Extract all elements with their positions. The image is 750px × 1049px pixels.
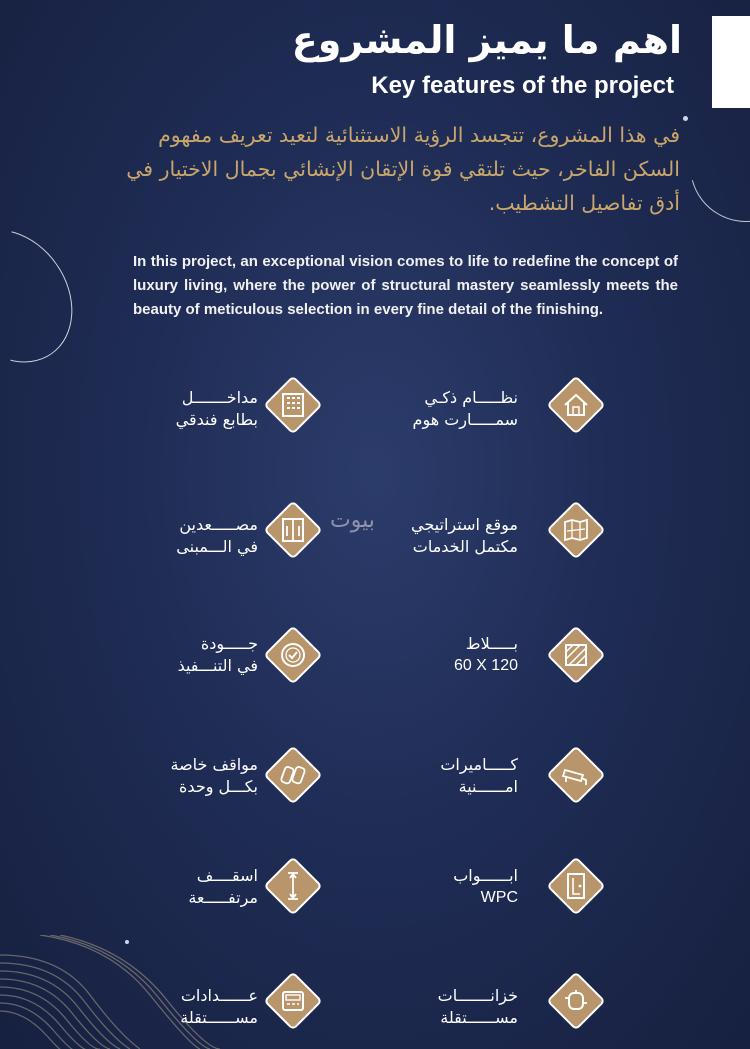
- feature-label-private-parking: [170, 754, 258, 798]
- feature-line1: موقع استراتيجي: [411, 515, 518, 534]
- feature-label-high-ceilings: [188, 865, 258, 909]
- feature-label-wpc-doors: [453, 865, 518, 909]
- decorative-wave-lines: [0, 935, 240, 1049]
- feature-line2: سمـــــارت هوم: [412, 410, 518, 429]
- feature-line1: جـــــودة: [200, 634, 258, 653]
- quality-badge-icon: [262, 624, 324, 686]
- map-location-icon: [545, 499, 607, 561]
- watermark-logo: بيوت: [330, 508, 375, 533]
- feature-line2: في التنـــفيذ: [177, 656, 258, 675]
- feature-label-elevators: [176, 514, 258, 558]
- page-title-arabic: اهم ما يميز المشروع: [291, 18, 682, 62]
- hotel-building-icon: [262, 374, 324, 436]
- feature-line1: مواقف خاصة: [170, 755, 258, 774]
- feature-line2: مكتمل الخدمات: [412, 537, 518, 556]
- elevator-icon: [262, 499, 324, 561]
- feature-line2: بكـــل وحدة: [179, 777, 258, 796]
- feature-line2: مســــــتقلة: [440, 1008, 518, 1027]
- page-title-english: Key features of the project: [371, 72, 674, 99]
- feature-label-hotel-entrances: [176, 387, 258, 431]
- feature-line1: اسقــــف: [196, 866, 258, 885]
- tiles-icon: [545, 624, 607, 686]
- feature-line2: بطابع فندقي: [175, 410, 258, 429]
- feature-line1: نظـــــام ذكـي: [424, 388, 518, 407]
- feature-line1: مداخـــــــل: [181, 388, 258, 407]
- decorative-dot: [683, 116, 688, 121]
- security-camera-icon: [545, 744, 607, 806]
- decorative-arc-right: [670, 90, 750, 243]
- feature-line1: مصـــــعدين: [179, 515, 258, 534]
- feature-label-quality: [178, 633, 258, 677]
- feature-label-tiles: [454, 633, 518, 677]
- decorative-arc-left: [0, 206, 98, 387]
- feature-line2: امــــــنية: [458, 777, 518, 796]
- feature-label-water-tanks: [438, 985, 518, 1029]
- feature-line1: بـــــلاط: [465, 634, 518, 653]
- feature-line2: مرتفـــــعة: [188, 888, 258, 907]
- corner-white-bar: [712, 16, 750, 108]
- feature-label-security-cameras: [440, 754, 518, 798]
- feature-line1: خزانـــــــات: [437, 986, 518, 1005]
- intro-paragraph-arabic: في هذا المشروع، تتجسد الرؤية الاستثنائية لتعيد تعريف مفهوم السكن الفاخر، حيث تلتقي قوة الإتقان الإنشائي بجمال الاختيار في أدق تفاصيل التشطيب.: [126, 123, 680, 215]
- feature-line2: مســــــتقلة: [180, 1008, 258, 1027]
- feature-line2: في الـــمبنى: [176, 537, 258, 556]
- feature-line1: كـــــاميرات: [440, 755, 518, 774]
- meter-icon: [262, 970, 324, 1032]
- feature-label-smart-home: [413, 387, 518, 431]
- high-ceiling-icon: [262, 855, 324, 917]
- water-tank-icon: [545, 970, 607, 1032]
- feature-line2: WPC: [480, 889, 518, 906]
- feature-line1: عــــــدادات: [180, 986, 258, 1005]
- door-icon: [545, 855, 607, 917]
- feature-label-strategic-location: [411, 514, 518, 558]
- feature-line2: 60 X 120: [453, 657, 518, 674]
- intro-paragraph-english: In this project, an exceptional vision comes to life to redefine the concept of luxury living, where the power of structural mastery seamlessly meets the beauty of meticulous selection in every fine detail of the finishing.: [133, 253, 678, 318]
- parking-icon: [262, 744, 324, 806]
- smart-home-icon: [545, 374, 607, 436]
- feature-line1: ابــــــواب: [453, 866, 518, 885]
